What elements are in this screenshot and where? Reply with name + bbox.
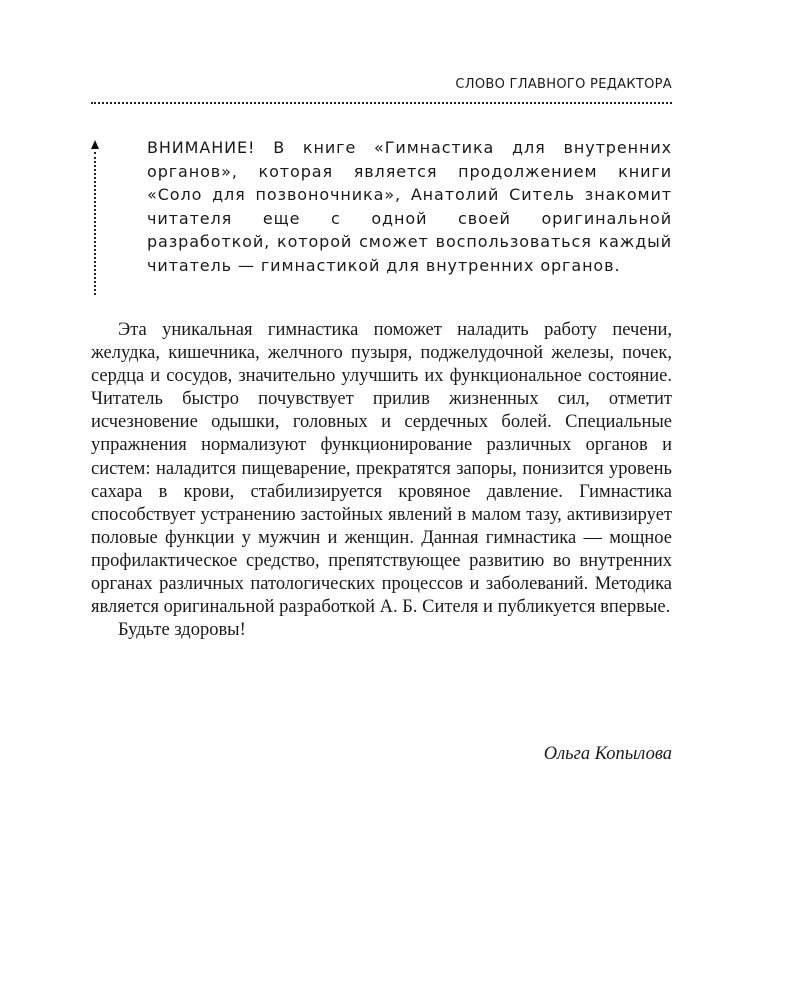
arrow-up-icon xyxy=(91,140,99,149)
body-paragraph-1: Эта уникальная гимнастика поможет наладить работу печени, желудка, кишечника, желчного пузыря, поджелудочной железы, почек, сердца и сосудов, значительно улучшить их функциональное состояние. Читатель быстро почувствует прилив жизненных сил, отметит исчезновение одышки, головных и сердечных болей. Специальные упражнения нормализуют функционирование различных органов и систем: наладится пищеварение, прекратятся запоры, понизится уровень сахара в крови, стабилизируется кровяное давление. Гимнастика способствует устранению застойных явлений в малом тазу, активизирует половые функции у мужчин и женщин. Данная гимнастика — мощное профилактическое средство, препятствующее развитию во внутренних органах различных патологических процессов и заболеваний. Методика является оригинальной разработкой А. Б. Сителя и публикуется впервые. xyxy=(91,320,672,618)
notice-marker xyxy=(91,140,100,295)
notice-block xyxy=(91,136,672,277)
editor-letter-body xyxy=(91,319,672,642)
notice-text: ВНИМАНИЕ! В книге «Гимнастика для внутренних органов», которая является продолжением книги «Соло для позвоночника», Анатолий Ситель знакомит читателя еще с одной своей оригинальной разработкой, которой сможет воспользоваться каждый читатель — гимнастикой для внутренних органов. xyxy=(147,138,672,275)
body-paragraph-2: Будьте здоровы! xyxy=(118,620,246,641)
header-dotted-rule xyxy=(91,102,672,104)
notice-dotted-line xyxy=(94,152,96,295)
signature: Ольга Копылова xyxy=(543,744,672,764)
running-head: СЛОВО ГЛАВНОГО РЕДАКТОРА xyxy=(455,77,672,92)
